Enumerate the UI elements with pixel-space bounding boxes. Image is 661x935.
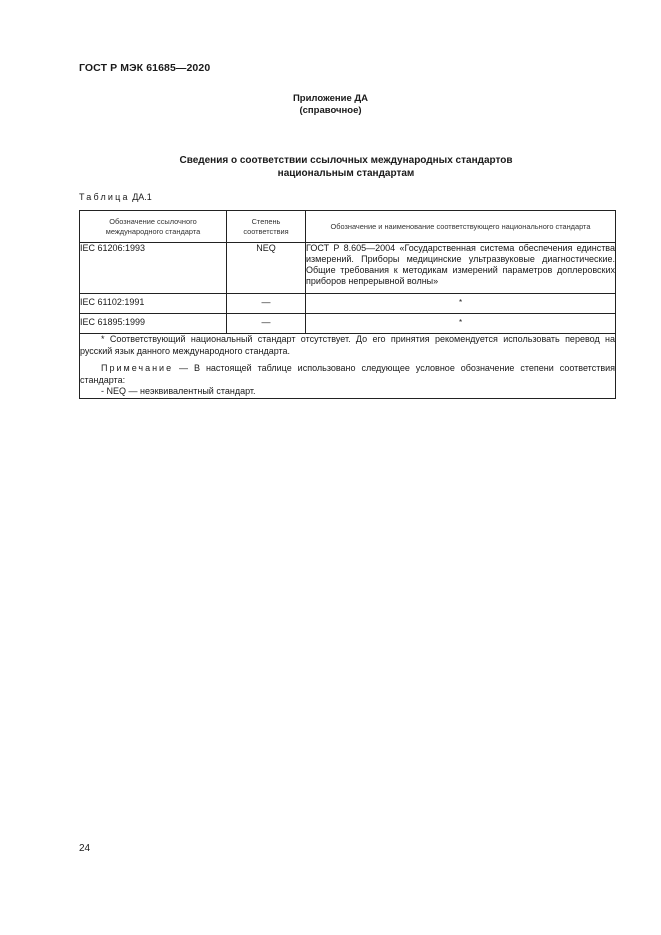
document-id: ГОСТ Р МЭК 61685—2020: [79, 62, 211, 74]
table-note: [80, 363, 615, 386]
note-item: - NEQ — неэквивалентный стандарт.: [101, 386, 256, 396]
cell-degree: —: [227, 294, 306, 314]
cell-national-standard: *: [306, 294, 616, 314]
column-header-national-standard: Обозначение и наименование соответствующего национального стандарта: [306, 211, 616, 243]
cell-degree: —: [227, 314, 306, 334]
table-row: [80, 294, 616, 314]
table-header-row: [80, 211, 616, 243]
table-caption: [79, 192, 152, 202]
page-number: 24: [79, 843, 91, 854]
note-label: Примечание: [101, 363, 174, 373]
table-row: [80, 314, 616, 334]
table-row: [80, 243, 616, 294]
cell-intl-standard: IEC 61206:1993: [80, 243, 227, 294]
correspondence-table: [79, 210, 616, 399]
cell-intl-standard: IEC 61102:1991: [80, 294, 227, 314]
column-header-degree: Степень соответствия: [227, 211, 306, 243]
section-heading-line2: национальным стандартам: [277, 168, 415, 179]
section-heading-line1: Сведения о соответствии ссылочных международных стандартов: [179, 155, 513, 166]
appendix-title: Приложение ДА: [292, 93, 369, 104]
appendix-heading: [0, 93, 661, 117]
table-caption-number: ДА.1: [129, 192, 152, 202]
cell-national-standard: *: [306, 314, 616, 334]
table-notes-row: [80, 334, 616, 399]
cell-degree: NEQ: [227, 243, 306, 294]
section-heading: [0, 154, 661, 180]
note-text: — В настоящей таблице использовано следующее условное обозначение степени соответствия стандарта:: [80, 363, 615, 385]
table-notes: [80, 334, 616, 399]
cell-national-standard: ГОСТ Р 8.605—2004 «Государственная система обеспечения единства измерений. Приборы медицинские ультразвуковые диагностические. Общие требования к методикам измерений параметров доплеровских приборов непрерывной волны»: [306, 243, 616, 294]
column-header-intl-standard: Обозначение ссылочного международного стандарта: [80, 211, 227, 243]
appendix-subtitle: (справочное): [299, 105, 362, 116]
table-footnote: * Соответствующий национальный стандарт отсутствует. До его принятия рекомендуется использовать перевод на русский язык данного международного стандарта.: [80, 334, 615, 356]
table-caption-word: Таблица: [79, 192, 130, 202]
cell-intl-standard: IEC 61895:1999: [80, 314, 227, 334]
